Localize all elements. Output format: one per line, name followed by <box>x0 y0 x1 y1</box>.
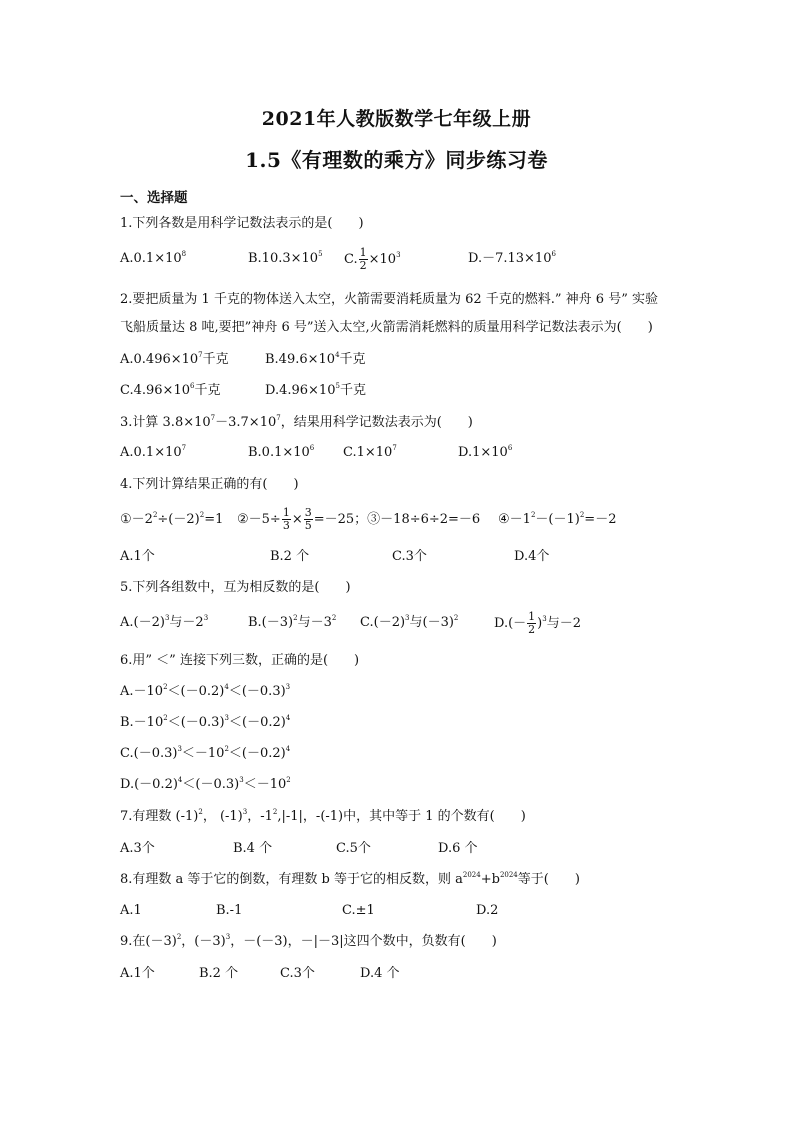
question-4-option-d: D.4个 <box>514 549 550 564</box>
question-3-option-c: $C.1\times 10^7$ <box>343 444 397 460</box>
fraction: $\frac{3}{5}$ <box>304 506 312 532</box>
question-9-stem: 9.在$(-3)^2$，$(-3)^3$，－(－3)，－|－3|这四个数中，负数有( ) <box>120 933 497 949</box>
question-8-option-b: B.-1 <box>216 903 243 918</box>
question-1-option-b: $B.10.3\times 10^5$ <box>248 250 323 266</box>
document-subtitle: 1.5《有理数的乘方》同步练习卷 <box>245 148 548 172</box>
question-3-option-a: $A.0.1\times 10^7$ <box>120 444 187 460</box>
section-heading: 一、选择题 <box>120 190 188 206</box>
question-3-option-b: $B.0.1\times 10^6$ <box>248 444 315 460</box>
question-7-option-b: B.4 个 <box>233 841 273 856</box>
document-title: 2021年人教版数学七年级上册 <box>261 108 532 130</box>
fraction: $\frac{1}{2}$ <box>359 246 367 272</box>
question-1-option-d: $D.-7.13\times 10^6$ <box>468 250 556 266</box>
question-4-option-a: A.1个 <box>120 549 155 564</box>
question-4-stem: 4.下列计算结果正确的有( ) <box>120 477 299 492</box>
question-4-option-b: B.2 个 <box>270 549 310 564</box>
question-1-option-a: $A.0.1\times 10^8$ <box>120 250 187 266</box>
question-6-option-b: $B.-10^2<(-0.3)^3<(-0.2)^4$ <box>120 714 291 730</box>
question-4-expression-2: ②－5÷ $\frac{1}{3}$ × $\frac{3}{5}$ =－25；③－18÷6÷2=－6 <box>237 506 481 532</box>
question-1-stem: 1.下列各数是用科学记数法表示的是( ) <box>120 216 364 231</box>
question-9-option-d: D.4 个 <box>360 966 400 981</box>
question-5-option-a: $A.(-2)^3$与$-2^3$ <box>120 614 209 630</box>
question-4-expression-4: $④-1^2-(-1)^2=-2$ <box>498 511 617 527</box>
question-5-option-b: $B.(-3)^2$与$-3^2$ <box>248 614 337 630</box>
question-2-option-a: $A.0.496\times 10^7$千克 <box>120 351 229 367</box>
question-8-stem: 8.有理数 a 等于它的倒数，有理数 b 等于它的相反数，则 $a^{2024}+b^{2024}$等于( ) <box>120 871 580 887</box>
fraction: $\frac{1}{2}$ <box>528 610 536 636</box>
question-7-option-a: A.3个 <box>120 841 155 856</box>
question-6-option-c: $C.(-0.3)^3<-10^2<(-0.2)^4$ <box>120 745 291 761</box>
question-5-stem: 5.下列各组数中，互为相反数的是( ) <box>120 580 351 595</box>
question-5-option-c: $C.(-2)^3$与$(-3)^2$ <box>360 614 459 630</box>
question-3-stem: 3.计算 $3.8\times 10^7-3.7\times 10^7$，结果用科学记数法表示为( ) <box>120 414 473 430</box>
question-1-option-c: C. $\frac{1}{2}$ $\times 10^3$ <box>344 246 401 272</box>
question-6-stem: 6.用” ＜” 连接下列三数，正确的是( ) <box>120 653 360 668</box>
question-6-option-a: $A.-10^2<(-0.2)^4<(-0.3)^3$ <box>120 683 291 699</box>
question-2-option-d: $D.4.96\times 10^5$千克 <box>265 382 366 398</box>
question-4-option-c: C.3个 <box>392 549 427 564</box>
question-8-option-d: D.2 <box>476 903 499 918</box>
question-9-option-a: A.1个 <box>120 966 155 981</box>
question-2-option-b: $B.49.6\times 10^4$千克 <box>265 351 366 367</box>
question-2-stem-line-2: 飞船质量达 8 吨,要把”神舟 6 号”送入太空,火箭需消耗燃料的质量用科学记数法表示为( ) <box>120 320 653 335</box>
question-9-option-c: C.3个 <box>280 966 315 981</box>
question-2-option-c: $C.4.96\times 10^6$千克 <box>120 382 221 398</box>
question-9-option-b: B.2 个 <box>199 966 239 981</box>
question-8-option-c: C.±1 <box>342 903 375 918</box>
question-5-option-d: D.(－ $\frac{1}{2}$ )$^3$与－2 <box>494 610 581 636</box>
question-7-option-c: C.5个 <box>336 841 371 856</box>
question-6-option-d: $D.(-0.2)^4<(-0.3)^3<-10^2$ <box>120 776 291 792</box>
question-8-option-a: A.1 <box>120 903 142 918</box>
question-2-stem-line-1: 2.要把质量为 1 千克的物体送入太空，火箭需要消耗质量为 62 千克的燃料.” 神舟 6 号” 实验 <box>120 292 658 307</box>
question-3-option-d: $D.1\times 10^6$ <box>458 444 513 460</box>
fraction: $\frac{1}{3}$ <box>282 506 290 532</box>
question-4-expression-1: $①-2^2\div(-2)^2=1$ <box>120 511 224 527</box>
question-7-option-d: D.6 个 <box>438 841 478 856</box>
question-7-stem: 7.有理数 $(-1)^2$， $(-1)^3$，$-1^2,|-1|$，-(-1)中，其中等于 1 的个数有( ) <box>120 808 526 824</box>
